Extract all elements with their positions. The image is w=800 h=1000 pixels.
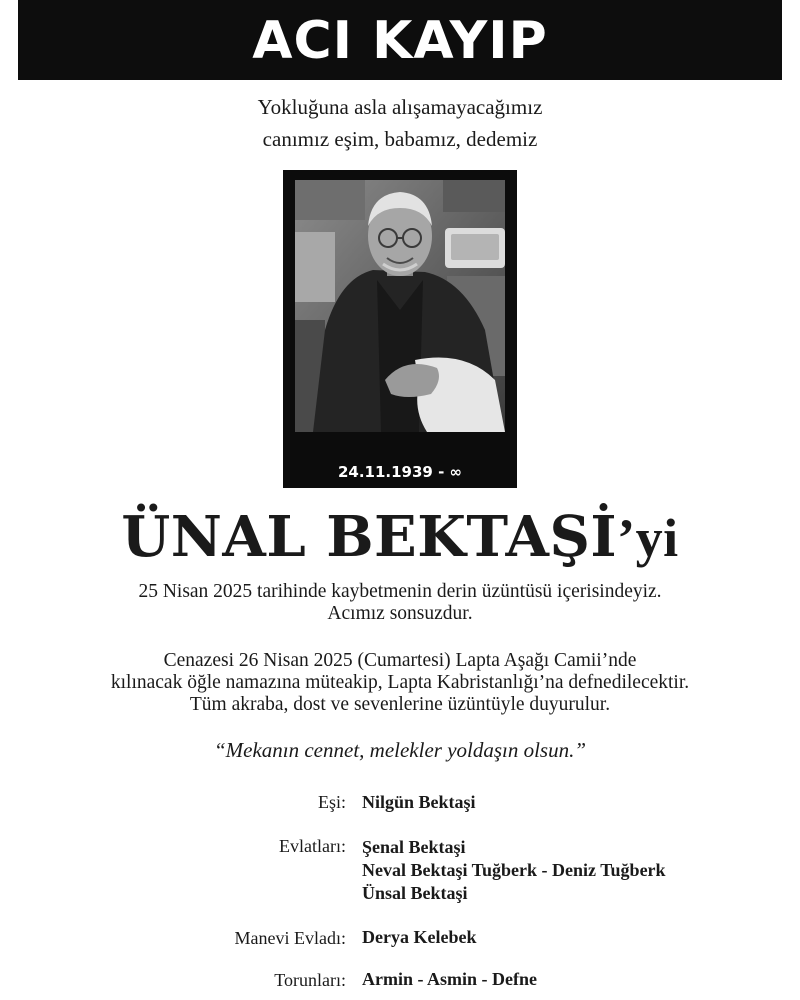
funeral-line-2: kılınacak öğle namazına müteakip, Lapta Kabristanlığı’na defnedilecektir. bbox=[110, 672, 690, 693]
portrait-frame bbox=[283, 170, 517, 488]
deceased-name-heading bbox=[0, 502, 800, 573]
intro-line-1: Yokluğuna asla alışamayacağımız bbox=[257, 95, 543, 119]
funeral-line-3: Tüm akraba, dost ve sevenlerine üzüntüyle duyurulur. bbox=[189, 694, 611, 715]
portrait-photo bbox=[295, 180, 505, 432]
child-name: Ünsal Bektaşi bbox=[362, 883, 468, 903]
child-name: Şenal Bektaşi bbox=[362, 837, 466, 857]
child-name: Neval Bektaşi Tuğberk - Deniz Tuğberk bbox=[362, 860, 666, 880]
spouse-name: Nilgün Bektaşi bbox=[362, 792, 476, 812]
announcement-line-1: 25 Nisan 2025 tarihinde kaybetmenin derin üzüntüsü içerisindeyiz. bbox=[138, 581, 662, 602]
header-band bbox=[18, 0, 782, 80]
birth-date-caption: 24.11.1939 - ∞ bbox=[337, 463, 463, 481]
spiritual-child-label: Manevi Evladı: bbox=[234, 928, 346, 948]
memorial-quote: “Mekanın cennet, melekler yoldaşın olsun.” bbox=[213, 738, 587, 762]
deceased-name: ÜNAL BEKTAŞİ bbox=[121, 504, 618, 570]
spiritual-child-name: Derya Kelebek bbox=[362, 927, 477, 947]
funeral-line-1: Cenazesi 26 Nisan 2025 (Cumartesi) Lapta Aşağı Camii’nde bbox=[163, 650, 637, 671]
grandchildren-names: Armin - Asmin - Defne bbox=[362, 969, 537, 989]
spouse-label: Eşi: bbox=[317, 792, 346, 812]
intro-line-2: canımız eşim, babamız, dedemiz bbox=[262, 127, 538, 151]
announcement-line-2: Acımız sonsuzdur. bbox=[327, 603, 473, 624]
header-title: ACI KAYIP bbox=[252, 11, 548, 71]
deceased-name-suffix: ’yi bbox=[617, 508, 679, 568]
grandchildren-label: Torunları: bbox=[274, 970, 346, 990]
children-label: Evlatları: bbox=[279, 836, 346, 856]
